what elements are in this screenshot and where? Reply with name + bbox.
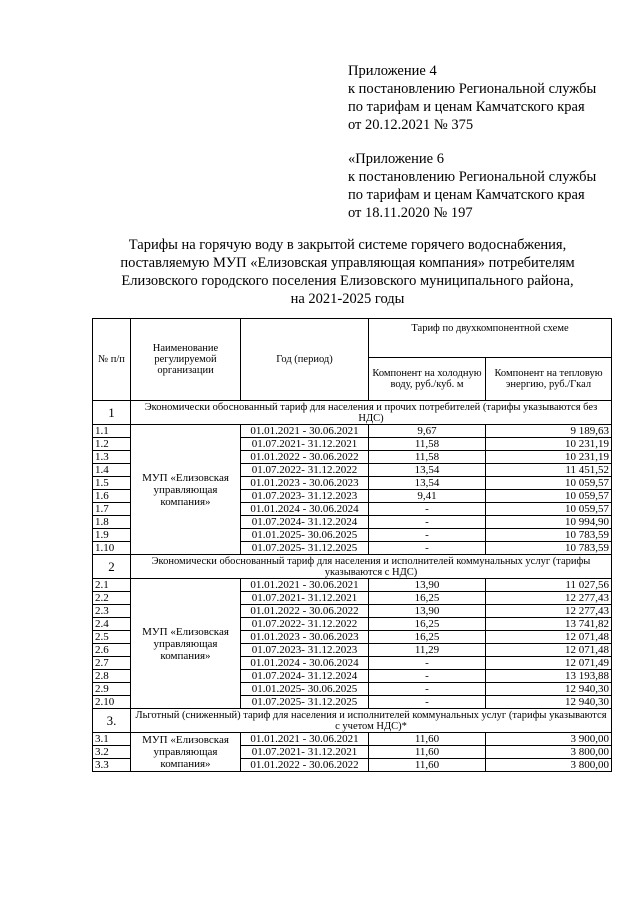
period: 01.07.2025- 31.12.2025 bbox=[241, 696, 369, 709]
appendix-6-block bbox=[348, 150, 628, 222]
heat-value: 10 059,57 bbox=[486, 477, 612, 490]
row-number: 1.1 bbox=[93, 425, 131, 438]
section-number: 3. bbox=[93, 709, 131, 733]
appendix-4-line: Приложение 4 bbox=[348, 63, 437, 79]
section-number: 2 bbox=[93, 555, 131, 579]
row-number: 1.8 bbox=[93, 516, 131, 529]
appendix-6-line: «Приложение 6 bbox=[348, 151, 444, 167]
appendix-6-line: от 18.11.2020 № 197 bbox=[348, 205, 473, 221]
heat-value: 13 193,88 bbox=[486, 670, 612, 683]
heat-value: 13 741,82 bbox=[486, 618, 612, 631]
cold-water-value: - bbox=[369, 696, 486, 709]
cold-water-value: 13,54 bbox=[369, 477, 486, 490]
row-number: 2.5 bbox=[93, 631, 131, 644]
cold-water-value: 11,58 bbox=[369, 438, 486, 451]
appendix-6-line: по тарифам и ценам Камчатского края bbox=[348, 187, 585, 203]
organization-name: МУП «Елизовская управляющая компания» bbox=[131, 425, 241, 555]
cold-water-value: 11,60 bbox=[369, 746, 486, 759]
tariff-table bbox=[92, 318, 612, 772]
row-number: 1.9 bbox=[93, 529, 131, 542]
cold-water-value: - bbox=[369, 670, 486, 683]
row-number: 1.10 bbox=[93, 542, 131, 555]
period: 01.07.2021- 31.12.2021 bbox=[241, 438, 369, 451]
header-cold-water-component: Компонент на холодную воду, руб./куб. м bbox=[369, 358, 486, 401]
cold-water-value: 16,25 bbox=[369, 618, 486, 631]
section-row bbox=[93, 401, 612, 425]
row-number: 1.3 bbox=[93, 451, 131, 464]
row-number: 2.6 bbox=[93, 644, 131, 657]
title-line: Елизовского городского поселения Елизовского муниципального района, bbox=[121, 273, 574, 289]
header-two-component-scheme: Тариф по двухкомпонентной схеме bbox=[369, 319, 612, 358]
heat-value: 10 783,59 bbox=[486, 542, 612, 555]
cold-water-value: 11,58 bbox=[369, 451, 486, 464]
row-number: 2.9 bbox=[93, 683, 131, 696]
appendix-4-line: от 20.12.2021 № 375 bbox=[348, 117, 474, 133]
section-title: Экономически обоснованный тариф для населения и прочих потребителей (тарифы указываются без НДС) bbox=[131, 401, 612, 425]
document-title bbox=[60, 236, 635, 308]
row-number: 1.7 bbox=[93, 503, 131, 516]
heat-value: 12 277,43 bbox=[486, 592, 612, 605]
period: 01.07.2024- 31.12.2024 bbox=[241, 670, 369, 683]
period: 01.01.2023 - 30.06.2023 bbox=[241, 631, 369, 644]
period: 01.07.2021- 31.12.2021 bbox=[241, 592, 369, 605]
row-number: 2.7 bbox=[93, 657, 131, 670]
section-row bbox=[93, 709, 612, 733]
section-row bbox=[93, 555, 612, 579]
cold-water-value: - bbox=[369, 529, 486, 542]
appendix-4-line: по тарифам и ценам Камчатского края bbox=[348, 99, 585, 115]
row-number: 2.1 bbox=[93, 579, 131, 592]
period: 01.01.2024 - 30.06.2024 bbox=[241, 503, 369, 516]
period: 01.07.2022- 31.12.2022 bbox=[241, 464, 369, 477]
title-line: на 2021-2025 годы bbox=[290, 291, 405, 307]
cold-water-value: 11,60 bbox=[369, 733, 486, 746]
heat-value: 3 800,00 bbox=[486, 746, 612, 759]
row-number: 1.5 bbox=[93, 477, 131, 490]
cold-water-value: 16,25 bbox=[369, 631, 486, 644]
cold-water-value: 13,90 bbox=[369, 579, 486, 592]
row-number: 1.2 bbox=[93, 438, 131, 451]
heat-value: 12 940,30 bbox=[486, 696, 612, 709]
period: 01.01.2021 - 30.06.2021 bbox=[241, 579, 369, 592]
appendix-6-line: к постановлению Региональной службы bbox=[348, 169, 597, 185]
row-number: 2.2 bbox=[93, 592, 131, 605]
organization-name: МУП «Елизовская управляющая компания» bbox=[131, 579, 241, 709]
row-number: 1.4 bbox=[93, 464, 131, 477]
appendix-4-block bbox=[348, 62, 628, 134]
heat-value: 10 231,19 bbox=[486, 451, 612, 464]
row-number: 2.8 bbox=[93, 670, 131, 683]
row-number: 3.3 bbox=[93, 759, 131, 772]
header-organization: Наименование регулируемой организации bbox=[131, 319, 241, 401]
heat-value: 12 940,30 bbox=[486, 683, 612, 696]
cold-water-value: 11,29 bbox=[369, 644, 486, 657]
table-row bbox=[93, 579, 612, 592]
period: 01.01.2022 - 30.06.2022 bbox=[241, 759, 369, 772]
row-number: 2.10 bbox=[93, 696, 131, 709]
period: 01.07.2021- 31.12.2021 bbox=[241, 746, 369, 759]
heat-value: 11 451,52 bbox=[486, 464, 612, 477]
appendix-4-line: к постановлению Региональной службы bbox=[348, 81, 597, 97]
header-heat-component: Компонент на тепловую энергию, руб./Гкал bbox=[486, 358, 612, 401]
period: 01.01.2022 - 30.06.2022 bbox=[241, 451, 369, 464]
period: 01.01.2023 - 30.06.2023 bbox=[241, 477, 369, 490]
section-number: 1 bbox=[93, 401, 131, 425]
row-number: 3.2 bbox=[93, 746, 131, 759]
table-body bbox=[93, 401, 612, 772]
cold-water-value: - bbox=[369, 516, 486, 529]
cold-water-value: - bbox=[369, 657, 486, 670]
period: 01.01.2022 - 30.06.2022 bbox=[241, 605, 369, 618]
section-title: Льготный (сниженный) тариф для населения и исполнителей коммунальных услуг (тарифы указываются с учетом НДС)* bbox=[131, 709, 612, 733]
section-title: Экономически обоснованный тариф для населения и исполнителей коммунальных услуг (тарифы указываются с НДС) bbox=[131, 555, 612, 579]
title-line: Тарифы на горячую воду в закрытой системе горячего водоснабжения, bbox=[128, 237, 567, 253]
heat-value: 12 071,48 bbox=[486, 631, 612, 644]
heat-value: 12 071,49 bbox=[486, 657, 612, 670]
period: 01.01.2021 - 30.06.2021 bbox=[241, 425, 369, 438]
heat-value: 11 027,56 bbox=[486, 579, 612, 592]
heat-value: 3 900,00 bbox=[486, 733, 612, 746]
period: 01.01.2025- 30.06.2025 bbox=[241, 529, 369, 542]
period: 01.01.2024 - 30.06.2024 bbox=[241, 657, 369, 670]
heat-value: 12 277,43 bbox=[486, 605, 612, 618]
period: 01.07.2024- 31.12.2024 bbox=[241, 516, 369, 529]
heat-value: 10 783,59 bbox=[486, 529, 612, 542]
cold-water-value: 16,25 bbox=[369, 592, 486, 605]
heat-value: 10 059,57 bbox=[486, 490, 612, 503]
heat-value: 3 800,00 bbox=[486, 759, 612, 772]
cold-water-value: - bbox=[369, 542, 486, 555]
cold-water-value: 11,60 bbox=[369, 759, 486, 772]
row-number: 3.1 bbox=[93, 733, 131, 746]
heat-value: 10 059,57 bbox=[486, 503, 612, 516]
header-period: Год (период) bbox=[241, 319, 369, 401]
row-number: 2.3 bbox=[93, 605, 131, 618]
cold-water-value: 9,41 bbox=[369, 490, 486, 503]
period: 01.07.2023- 31.12.2023 bbox=[241, 490, 369, 503]
cold-water-value: 9,67 bbox=[369, 425, 486, 438]
table-row bbox=[93, 733, 612, 746]
period: 01.07.2023- 31.12.2023 bbox=[241, 644, 369, 657]
title-line: поставляемую МУП «Елизовская управляющая компания» потребителям bbox=[120, 255, 575, 271]
cold-water-value: - bbox=[369, 503, 486, 516]
period: 01.01.2021 - 30.06.2021 bbox=[241, 733, 369, 746]
header-num: № п/п bbox=[93, 319, 131, 401]
heat-value: 10 994,90 bbox=[486, 516, 612, 529]
organization-name: МУП «Елизовская управляющая компания» bbox=[131, 733, 241, 772]
cold-water-value: 13,90 bbox=[369, 605, 486, 618]
heat-value: 9 189,63 bbox=[486, 425, 612, 438]
row-number: 1.6 bbox=[93, 490, 131, 503]
period: 01.01.2025- 30.06.2025 bbox=[241, 683, 369, 696]
cold-water-value: 13,54 bbox=[369, 464, 486, 477]
heat-value: 12 071,48 bbox=[486, 644, 612, 657]
heat-value: 10 231,19 bbox=[486, 438, 612, 451]
period: 01.07.2025- 31.12.2025 bbox=[241, 542, 369, 555]
period: 01.07.2022- 31.12.2022 bbox=[241, 618, 369, 631]
cold-water-value: - bbox=[369, 683, 486, 696]
row-number: 2.4 bbox=[93, 618, 131, 631]
table-row bbox=[93, 425, 612, 438]
